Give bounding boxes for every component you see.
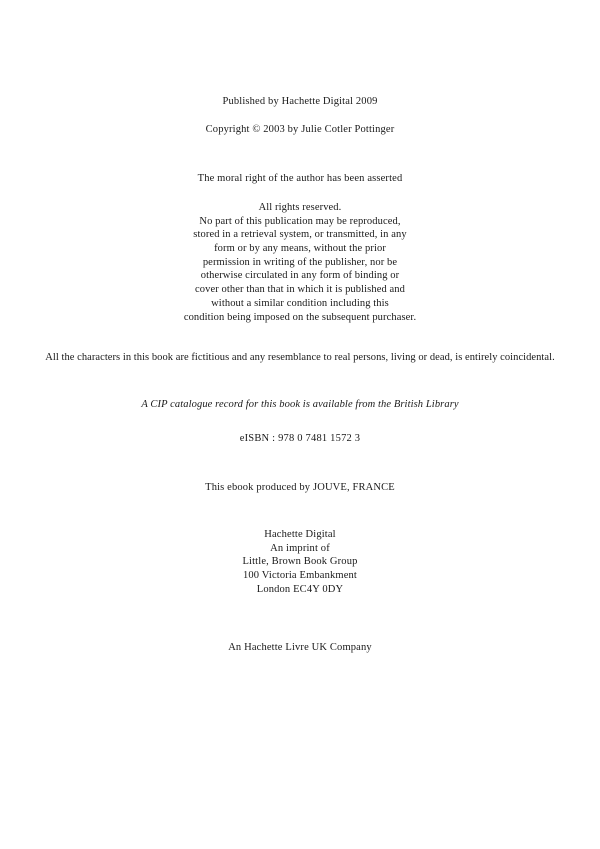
company-line: An Hachette Livre UK Company	[228, 642, 372, 653]
imprint-line: Little, Brown Book Group	[242, 556, 358, 568]
rights-line: No part of this publication may be reproduced,	[199, 215, 401, 227]
imprint-line: An imprint of	[270, 542, 330, 554]
imprint-line: 100 Victoria Embankment	[242, 570, 358, 582]
rights-line: form or by any means, without the prior	[214, 243, 386, 255]
rights-line: without a similar condition including this	[211, 297, 389, 309]
publisher-line: Published by Hachette Digital 2009	[222, 96, 378, 107]
cip-catalogue-line: A CIP catalogue record for this book is available from the British Library	[141, 399, 459, 410]
rights-line: All rights reserved.	[258, 202, 342, 213]
rights-line: otherwise circulated in any form of binding or	[200, 270, 400, 282]
rights-line: permission in writing of the publisher, nor be	[202, 256, 398, 268]
rights-line: condition being imposed on the subsequent purchaser.	[183, 311, 417, 323]
imprint-line: London EC4Y 0DY	[256, 583, 344, 595]
moral-right-statement: The moral right of the author has been asserted	[197, 173, 403, 184]
imprint-line: Hachette Digital	[264, 529, 336, 540]
all-rights-reserved-block	[0, 203, 600, 326]
eisbn-line: eISBN : 978 0 7481 1572 3	[239, 433, 361, 444]
rights-line: stored in a retrieval system, or transmitted, in any	[193, 229, 407, 241]
rights-line: cover other than that in which it is published and	[195, 284, 405, 296]
imprint-address-block	[0, 530, 600, 598]
copyright-notice: Copyright © 2003 by Julie Cotler Pottinger	[205, 124, 395, 135]
ebook-producer-line: This ebook produced by JOUVE, FRANCE	[205, 482, 395, 493]
fiction-disclaimer: All the characters in this book are fictitious and any resemblance to real persons, living or dead, is entirely coincidental.	[45, 352, 555, 363]
